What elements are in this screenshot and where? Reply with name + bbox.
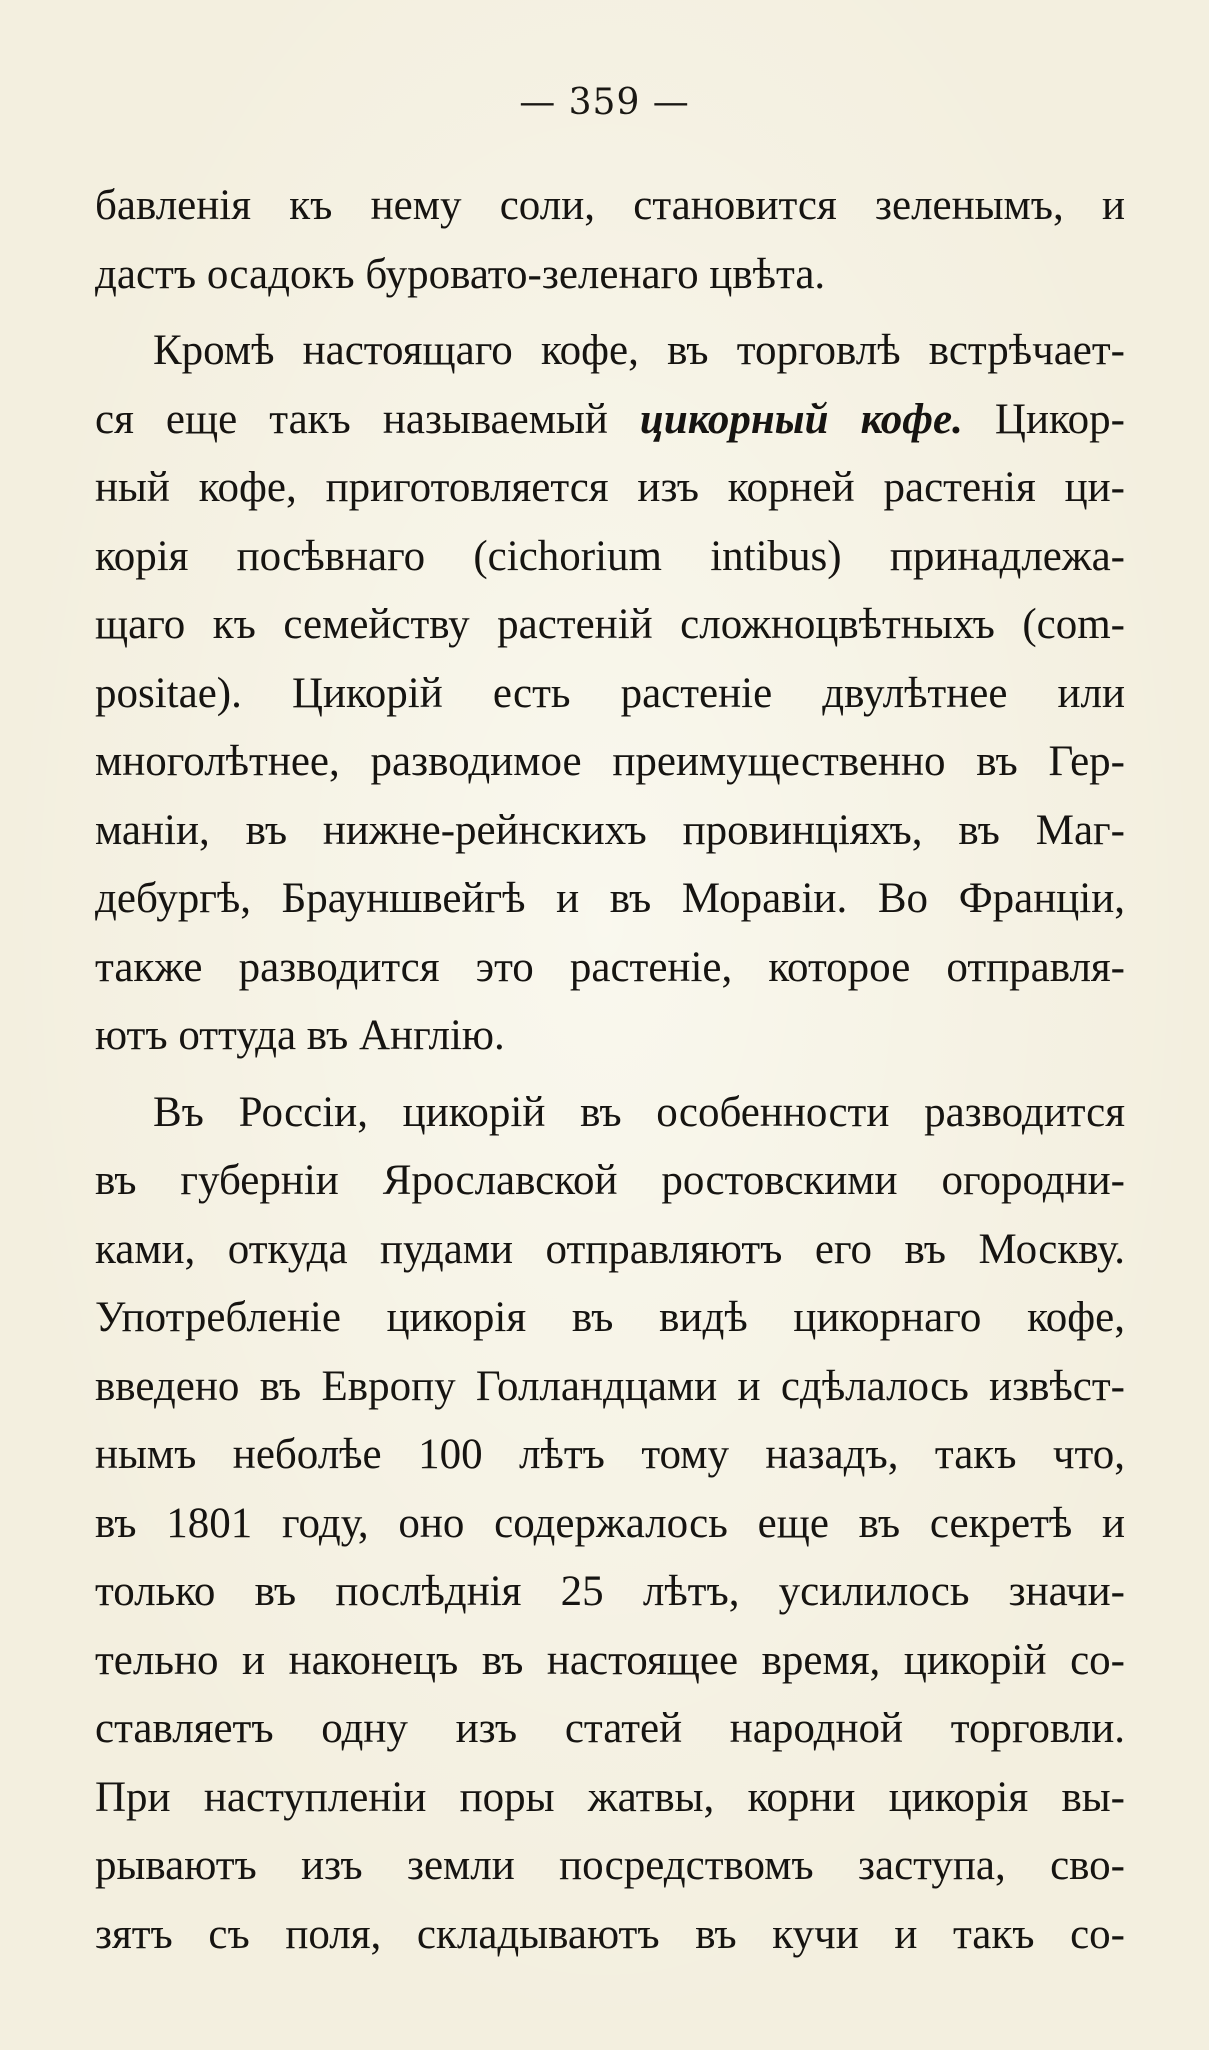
text-line: ставляетъ одну изъ статей народной торговли. <box>95 1705 1125 1752</box>
text-line: Употребленіе цикорія въ видѣ цикорнаго кофе, <box>95 1294 1125 1341</box>
text-line: корія посѣвнаго (cichorium intibus) принадлежа- <box>95 532 1125 580</box>
text-line: нымъ неболѣе 100 лѣтъ тому назадъ, такъ что, <box>95 1431 1125 1478</box>
text-line: ный кофе, приготовляется изъ корней растенія ци- <box>95 464 1125 511</box>
text-line: рываютъ изъ земли посредствомъ заступа, сво- <box>95 1842 1125 1889</box>
text-line: дастъ осадокъ буровато-зеленаго цвѣта. <box>95 250 826 298</box>
page-number: — 359 — <box>519 82 690 123</box>
text-line: только въ послѣднія 25 лѣтъ, усилилось значи- <box>95 1568 1125 1615</box>
text-line: Въ Россіи, цикорій въ особенности разводится <box>153 1088 1125 1136</box>
text-line: маніи, въ нижне-рейнскихъ провинціяхъ, въ Маг- <box>95 806 1125 854</box>
text-run: ся еще такъ называемый <box>95 395 640 443</box>
text-line: въ 1801 году, оно содержалось еще въ секретѣ и <box>95 1499 1125 1547</box>
text-line: также разводится это растеніе, которое отправля- <box>95 943 1125 991</box>
text-line: бавленія къ нему соли, становится зеленымъ, и <box>95 182 1125 229</box>
text-line: тельно и наконецъ въ настоящее время, цикорій со- <box>95 1636 1125 1684</box>
italic-term: цикорный кофе. <box>639 395 963 443</box>
text-line: ютъ оттуда въ Англію. <box>95 1012 505 1059</box>
text-line: дебургѣ, Брауншвейгѣ и въ Моравіи. Во Франціи, <box>95 875 1125 922</box>
text-line <box>95 386 1125 455</box>
text-line: При наступленіи поры жатвы, корни цикорія вы- <box>95 1773 1125 1821</box>
text-line: щаго къ семейству растеній сложноцвѣтныхъ (com- <box>95 601 1125 648</box>
text-line: введено въ Европу Голландцами и сдѣлалось извѣст- <box>95 1362 1125 1410</box>
body-text <box>95 172 1125 1969</box>
text-line: многолѣтнее, разводимое преимущественно въ Гер- <box>95 738 1125 785</box>
text-line: зятъ съ поля, складываютъ въ кучи и такъ со- <box>95 1910 1125 1958</box>
text-run: Цикор- <box>962 395 1125 443</box>
text-line: въ губерніи Ярославской ростовскими огородни- <box>95 1157 1125 1204</box>
text-line: positae). Цикорій есть растеніе двулѣтнее или <box>95 669 1125 717</box>
text-line: Кромѣ настоящаго кофе, въ торговлѣ встрѣчает- <box>153 327 1125 374</box>
text-line: ками, откуда пудами отправляютъ его въ Москву. <box>95 1225 1125 1273</box>
